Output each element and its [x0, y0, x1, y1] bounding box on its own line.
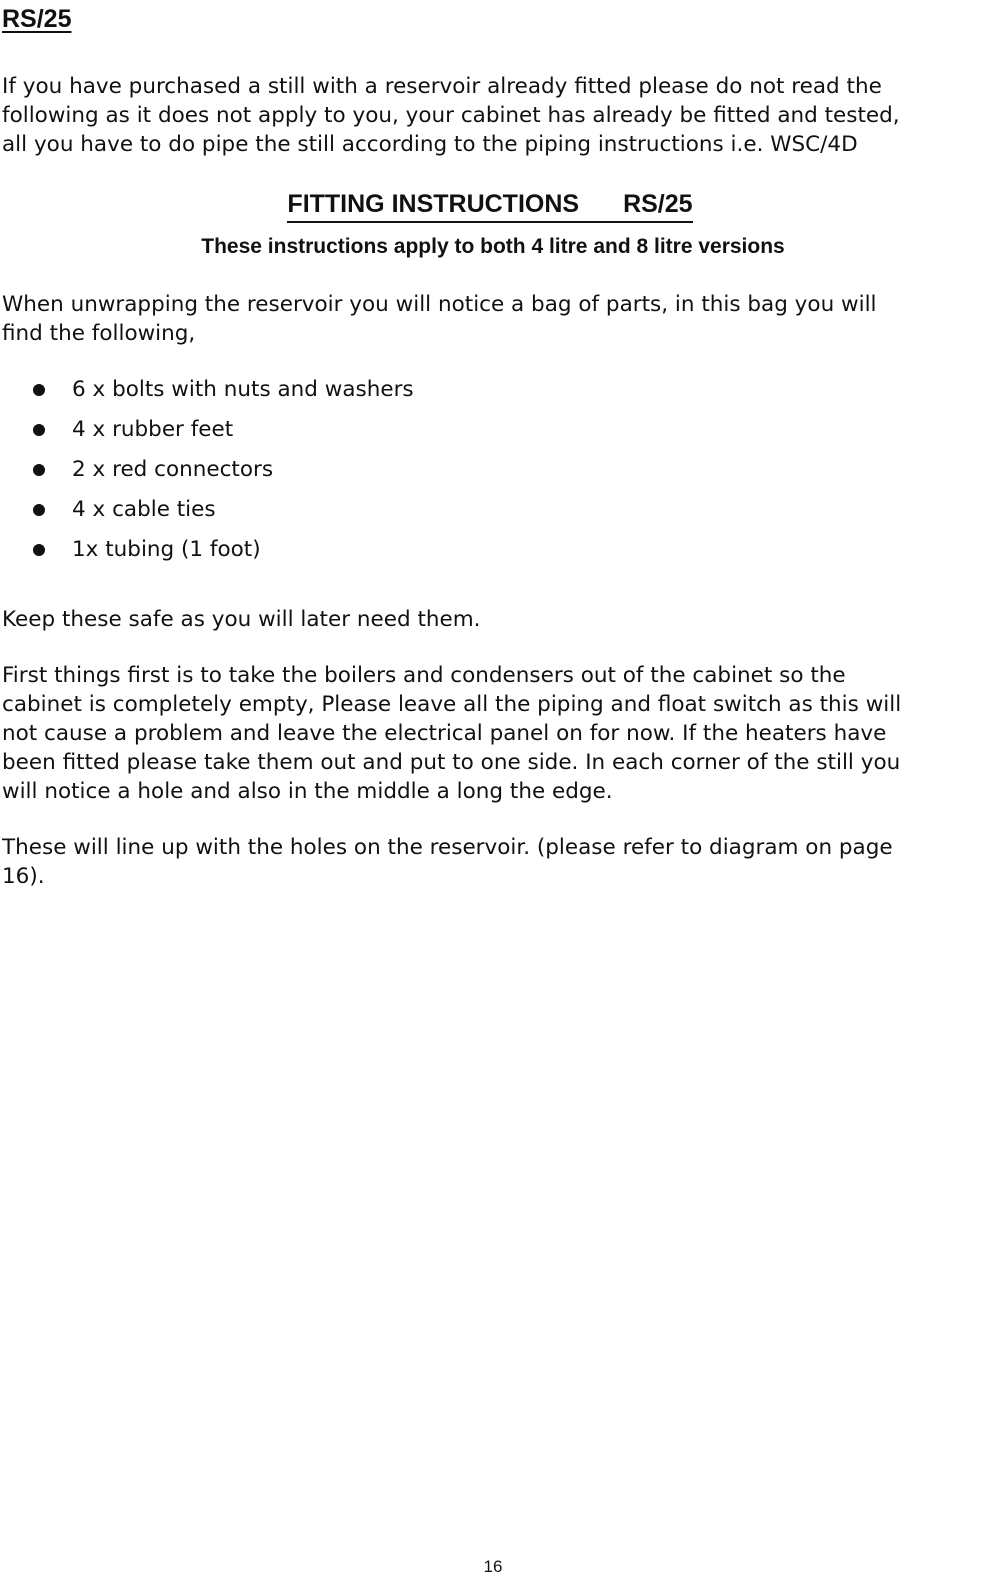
- line-up-paragraph: These will line up with the holes on the reservoir. (please refer to diagram on page 16).: [2, 835, 893, 889]
- heading-title: FITTING INSTRUCTIONS: [287, 190, 580, 218]
- document-code: RS/25: [2, 5, 72, 33]
- bullet-icon: [33, 504, 45, 516]
- list-item: [0, 414, 414, 454]
- list-item-label: 6 x bolts with nuts and washers: [72, 377, 414, 402]
- parts-list: [0, 374, 414, 574]
- list-item: [0, 494, 414, 534]
- list-item: [0, 454, 414, 494]
- keep-paragraph: Keep these safe as you will later need them.: [2, 607, 481, 632]
- first-things-paragraph: First things first is to take the boilers and condensers out of the cabinet so the cabinet is completely empty, Please leave all the piping and float switch as this will not cause a problem and leave the electrical panel on for now. If the heaters have been fitted please take them out and put to one side. In each corner of the still you will notice a hole and also in the middle a long the edge.: [2, 663, 902, 804]
- list-item-label: 1x tubing (1 foot): [72, 537, 261, 562]
- bullet-icon: [33, 544, 45, 556]
- bullet-icon: [33, 384, 45, 396]
- heading-row: [0, 188, 986, 223]
- intro-paragraph: If you have purchased a still with a reservoir already fitted please do not read the following as it does not apply to you, your cabinet has already be fitted and tested, all you have to do pipe the still according to the piping instructions i.e. WSC/4D: [2, 74, 900, 157]
- unwrap-paragraph: When unwrapping the reservoir you will notice a bag of parts, in this bag you will find the following,: [2, 292, 877, 346]
- heading-code: RS/25: [623, 190, 693, 218]
- list-item-label: 4 x rubber feet: [72, 417, 234, 442]
- page-number: 16: [483, 1557, 503, 1576]
- list-item-label: 4 x cable ties: [72, 497, 216, 522]
- section-heading: [287, 188, 692, 223]
- bullet-icon: [33, 424, 45, 436]
- list-item: [0, 534, 414, 574]
- list-item-label: 2 x red connectors: [72, 457, 274, 482]
- list-item: [0, 374, 414, 414]
- bullet-icon: [33, 464, 45, 476]
- section-subheading: These instructions apply to both 4 litre and 8 litre versions: [201, 235, 785, 258]
